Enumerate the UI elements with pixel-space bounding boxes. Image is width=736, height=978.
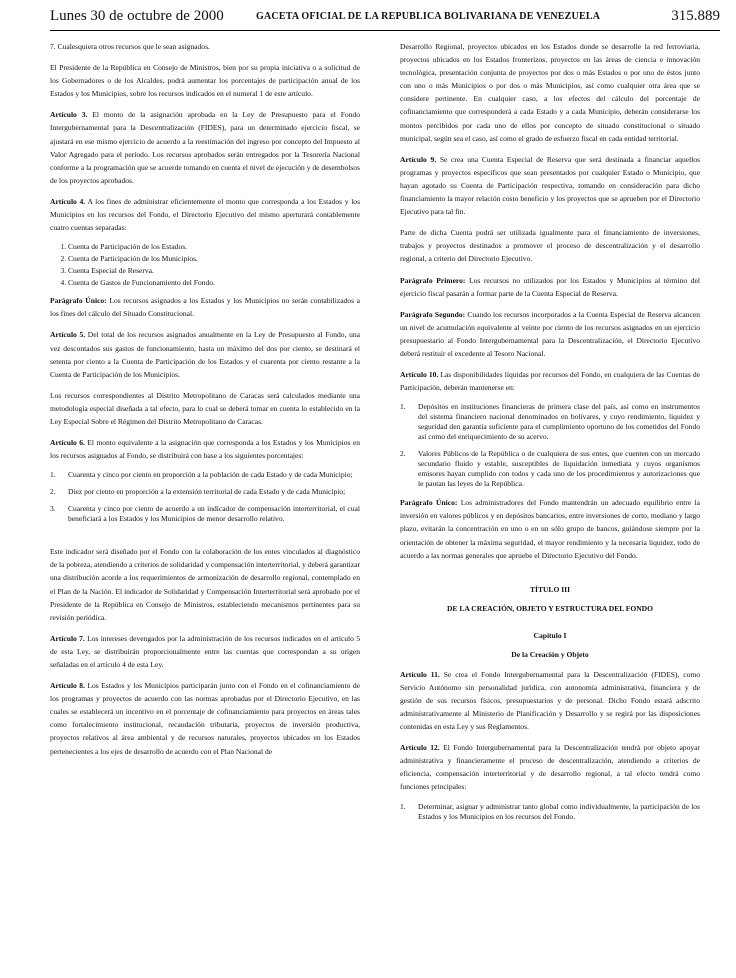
list-text: Cuarenta y cinco por ciento de acuerdo a un indicador de compensación interterritorial, el cual beneficiará a los Estados y los Municipios de menor desarrollo relativo.: [68, 504, 360, 524]
header-page-number: 315.889: [671, 8, 720, 24]
article-heading: Artículo 8.: [50, 681, 85, 691]
paragrafo-text: Los administradores del Fondo mantendrán un adecuado equilibrio entre la inversión en valores públicos y en depósitos bancarios, entre inversiones de corto, mediano y largo plazo, evitarán la concentración en uno o en un sólo grupo de bancos, guiándose siempre por la orientación de obtener la máxima seguridad, el mayor rendimiento y la necesaria liquidez, todo de acuerdo a las normas generales que apruebe el Directorio Ejecutivo del Fondo.: [400, 498, 700, 560]
article-heading: Artículo 5.: [50, 330, 86, 340]
header-title: GACETA OFICIAL DE LA REPUBLICA BOLIVARIANA DE VENEZUELA: [256, 11, 601, 22]
article-text: El Fondo Intergubernamental para la Descentralización tendrá por objeto apoyar administrativa y financieramente el proceso de descentralización, atendiendo a criterios de eficiencia, compensación interterritorial y de desarrollo regional, a tal efecto tendrá como funciones principales:: [400, 743, 700, 792]
list-text: Valores Públicos de la República o de cualquiera de sus entes, que cuenten con un mercado secundario fluido y estable, susceptibles de liquidación inmediata y cuyos organismos emisores hayan cumplido con todos y cada uno de los procedimientos y autorizaciones que le pautan las leyes de la República.: [418, 449, 700, 489]
article-heading: Artículo 12.: [400, 743, 440, 753]
article-heading: Artículo 7.: [50, 633, 85, 643]
article-3: [50, 108, 360, 187]
article-12: [400, 741, 700, 793]
list-number: 1.: [400, 402, 406, 412]
paragrafo-heading: Parágrafo Único:: [400, 498, 458, 508]
paragraph: Parte de dicha Cuenta podrá ser utilizada igualmente para el financiamiento de inversiones, trabajos y proyectos destinados a promover el proceso de descentralización y el desarrollo regional, a criterio del Directorio Ejecutivo.: [400, 228, 700, 264]
article-heading: Artículo 10.: [400, 370, 439, 380]
spacer: [50, 531, 360, 545]
article-10: [400, 368, 700, 394]
left-column: [50, 40, 360, 758]
list-number: 2.: [50, 487, 56, 497]
article-text: Las disponibilidades líquidas por recursos del Fondo, en cualquiera de las Cuentas de Participación, deberán mantenerse en:: [400, 370, 700, 393]
list-item: [50, 504, 360, 524]
paragrafo-heading: Parágrafo Único:: [50, 296, 107, 306]
list-number: 1.: [400, 801, 406, 811]
article-text: A los fines de administrar eficientemente el monto que corresponda a los Estados y los Municipios en los recursos del Fondo, el Directorio Ejecutivo del mismo aperturará contablemente cuatro cuentas separadas:: [50, 196, 361, 233]
list-item: [400, 402, 700, 442]
list-item: [50, 470, 360, 480]
list-item: 3. Cuenta Especial de Reserva.: [68, 266, 360, 276]
list-number: 1.: [50, 470, 56, 480]
item-7: 7. Cualesquiera otros recursos que le sean asignados.: [50, 42, 210, 51]
article-6: [50, 436, 360, 462]
list-number: 3.: [50, 504, 56, 514]
title-subheading: DE LA CREACIÓN, OBJETO Y ESTRUCTURA DEL FONDO: [446, 603, 654, 613]
header-rule: [50, 30, 720, 31]
article-4: [50, 195, 360, 234]
paragraph: Este indicador será diseñado por el Fondo con la colaboración de los entes vinculados al diagnóstico de la pobreza, atendiendo a criterios de solidaridad y compensación interterritorial, y deberá garantizar una distribución acorde a los requerimientos de armonización de desarrollo regional, contemplado en el Plan de la Nación. El indicador de Solidaridad y Compensación Interterritorial será aprobado por el Presidente de la República en Consejo de Ministros, estableciendo mecanismos pertinentes para su revisión periódica.: [50, 547, 360, 622]
paragraph: Los recursos correspondientes al Distrito Metropolitano de Caracas será calculados mediante una metodología especial diseñada a tal efecto, para lo cual se deberá tomar en cuenta lo establecido en la Ley Especial Sobre el Régimen del Distrito Metropolitano de Caracas.: [50, 390, 360, 426]
header-date: Lunes 30 de octubre de 2000: [50, 8, 224, 24]
list-item: [50, 487, 360, 497]
chapter-subheading: De la Creación y Objeto: [511, 649, 589, 659]
list-number: 2.: [400, 449, 406, 459]
list-item: [400, 449, 700, 489]
article-5: [50, 328, 360, 380]
article-8: [50, 679, 360, 758]
paragrafo-text: Cuando los recursos incorporados a la Cuenta Especial de Reserva alcancen un nivel de acumulación equivalente al veinte por ciento de los recursos asignados en un ejercicio presupuestario al Fondo Intergubernamental para la Descentralización, el Directorio Ejecutivo deberá restituir el excedente al Tesoro Nacional.: [400, 309, 700, 358]
paragrafo-primero: [400, 274, 700, 300]
article-heading: Artículo 11.: [400, 669, 440, 679]
paragraph: El Presidente de la República en Consejo de Ministros, bien por su propia iniciativa o a solicitud de los Gobernadores o de los Alcaldes, podrá aumentar los porcentajes de participación anual de los Estados y los Municipios, sobre los recursos indicados en el numeral 1 de este artículo.: [50, 63, 360, 99]
list-item: [400, 802, 700, 822]
article-text: El monto de la asignación aprobada en la Ley de Presupuesto para el Fondo Intergubernamental para la Descentralización (FIDES), para un determinado ejercicio fiscal, se ajustará en ese mismo ejercicio de acuerdo a la reestimación del ingreso por concepto del Impuesto al Valor Agregado para el período. Los recursos aprobados serán entregados por la Tesorería Nacional conforme a la programación que se acuerde tomando en cuenta el nivel de ejecución y de desembolsos de los proyectos aprobados.: [50, 110, 361, 185]
article-heading: Artículo 3.: [50, 110, 88, 120]
article-heading: Artículo 6.: [50, 438, 85, 448]
article-heading: Artículo 4.: [50, 196, 86, 206]
paragrafo-heading: Parágrafo Primero:: [400, 275, 466, 285]
article-11: [400, 668, 700, 733]
paragrafo-text: Los recursos no utilizados por los Estados y Municipios al término del ejercicio fiscal pasarán a formar parte de la Cuenta Especial de Reserva.: [400, 275, 700, 298]
spacer: [400, 570, 700, 584]
article-text: Los intereses devengados por la administración de los recursos indicados en el artículo 5 de esta Ley, se distribuirán proporcionalmente entre las cuentas que correspondan a su origen señaladas en el artículo 4 de esta Ley.: [50, 633, 360, 669]
list-item: 1. Cuenta de Participación de los Estados.: [68, 242, 360, 252]
page-header: [50, 8, 720, 30]
right-column: [400, 40, 700, 829]
paragrafo-segundo: [400, 308, 700, 360]
list-item: 2. Cuenta de Participación de los Municipios.: [68, 254, 360, 264]
article-text: El monto equivalente a la asignación que corresponda a los Estados y los Municipios en los recursos asignados al Fondo, se distribuirá con base a los siguientes porcentajes:: [50, 438, 360, 461]
title-heading: TÍTULO III: [529, 584, 571, 594]
article-text: Se crea una Cuenta Especial de Reserva que será destinada a financiar aquellos programas y proyectos específicos que sean presentados por cualquier Estado o Municipio, que hayan agotado su Cuenta de Participación respectiva, tomando en consideración para dicho financiamiento la mayor relación costo beneficio y los proyectos que se aprueben por el Directorio Ejecutivo para tal fin.: [400, 154, 700, 217]
list-text: Diez por ciento en proporción a la extensión territorial de cada Estado y de cada Municipio;: [68, 487, 346, 497]
article-7: [50, 632, 360, 671]
list-text: Depósitos en instituciones financieras de primera clase del país, así como en instrumentos del sistema financiero nacional denominados en bolívares, y cuyo rendimiento, liquidez y seguridad den garantía suficiente para el cumplimiento oportuno de los cometidos del Fondo así como del enriquecimiento de su acervo.: [418, 402, 700, 442]
article-9: [400, 153, 700, 218]
paragrafo-unico: [50, 294, 360, 320]
list-item: 4. Cuenta de Gastos de Funcionamiento del Fondo.: [68, 278, 360, 288]
list-text: Determinar, asignar y administrar tanto global como individualmente, la participación de los Estados y los Municipios en los recursos del Fondo.: [418, 801, 700, 821]
paragrafo-text: Los recursos asignados a los Estados y los Municipios no serán contabilizados a los fines del cálculo del Situado Constitucional.: [50, 296, 360, 319]
article-8-continued: Desarrollo Regional, proyectos ubicados en los Estados donde se desarrolle la red ferroviaria, proyectos ubicados en los Estados fronterizos, proyectos en las áreas de ciencia e innovación tecnológica, presentación conjunta de proyectos por dos o más Estados o por uno de éstos junto con uno o más Municipios o por dos o más Municipios, así como cualquier otra área que se considere pertinente. En cualquier caso, a los efectos del cálculo del porcentaje de cofinanciamiento que corresponderá a cada Estado y a cada Municipio, deberán considerarse los montos percibidos por cada uno de ellos por concepto de situado constitucional o situado municipal, según sea el caso, así como el grado de esfuerzo fiscal en cada entidad territorial.: [400, 42, 700, 143]
spacer: [400, 622, 700, 630]
article-text: Los Estados y los Municipios participarán junto con el Fondo en el cofinanciamiento de los programas y proyectos de acuerdo con las normas aprobadas por el Directorio Ejecutivo, en las cuales se establecerá un incentivo en el porcentaje de cofinanciamiento para proyectos en áreas tales como fortalecimiento institucional, recaudación tributaria, proyectos de inversión productiva, proyectos relativos al área ambiental y de recursos naturales, proyectos ubicados en los Estados pertenecientes a los ejes de desarrollo de acuerdo con el Plan Nacional de: [50, 681, 360, 756]
paragrafo-unico: [400, 496, 700, 561]
article-heading: Artículo 9.: [400, 154, 437, 164]
accounts-list: [50, 242, 360, 288]
article-text: Del total de los recursos asignados anualmente en la Ley de Presupuesto al Fondo, una vez descontados sus gastos de funcionamiento, hasta un máximo del dos por ciento, se destinará el setenta por ciento a la Cuenta de Participación de los Estados y el cuarenta por ciento restante a la Cuenta de Participación de los Municipios.: [50, 330, 360, 379]
paragrafo-heading: Parágrafo Segundo:: [400, 309, 466, 319]
article-text: Se crea el Fondo Intergubernamental para la Descentralización (FIDES), como Servicio Autónomo sin personalidad jurídica, con autonomía administrativa, financiera y de gestión de sus recursos físicos, presupuestarios y de personal. Dicho Fondo estará adscrito administrativamente al Ministerio de Planificación y Desarrollo y se regirá por las disposiciones contenidas en esta Ley y sus Reglamentos.: [400, 669, 701, 732]
chapter-heading: Capítulo I: [533, 630, 567, 640]
list-text: Cuarenta y cinco por ciento en proporción a la población de cada Estado y de cada Municipio;: [68, 470, 353, 480]
